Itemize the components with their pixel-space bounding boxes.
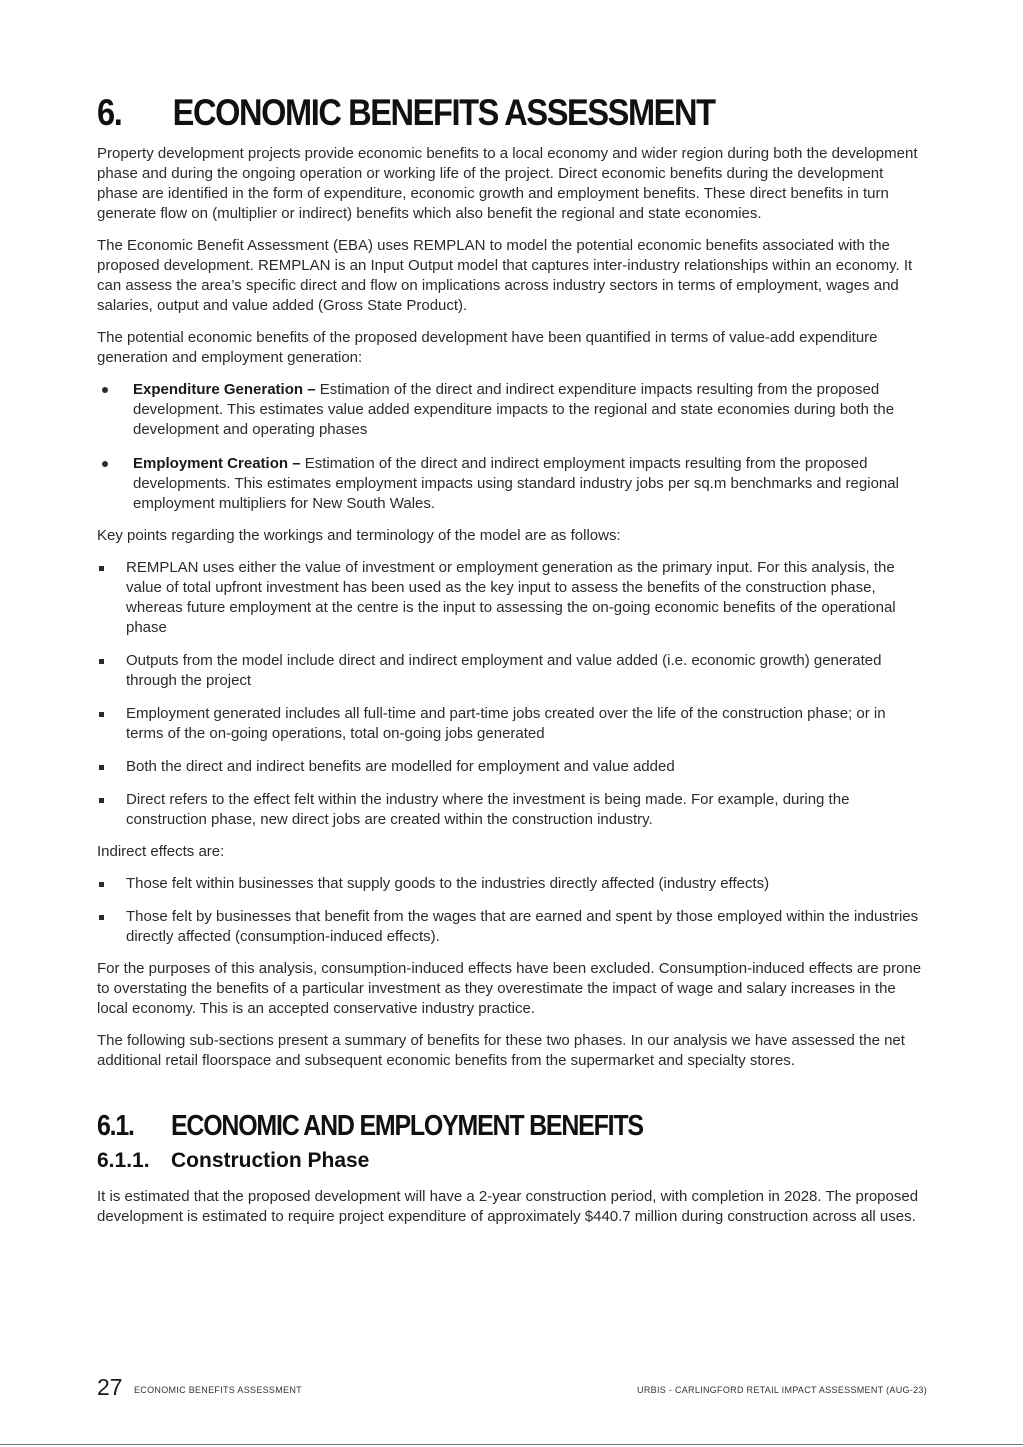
bullet-square-icon (99, 915, 104, 920)
intro-paragraph: Property development projects provide economic benefits to a local economy and wider region during both the development phase and during the ongoing operation or working life of the project. Direct economic benefits during the development phase are identified in the form of expenditure, economic growth and employment benefits. These direct benefits in turn generate flow on (multiplier or indirect) benefits which also benefit the regional and state economies. (97, 145, 918, 222)
subsection-number: 6.1. (97, 1110, 134, 1142)
list-item (97, 558, 927, 638)
subsubsection-title: Construction Phase (171, 1149, 370, 1172)
page-number: 27 (97, 1374, 123, 1400)
key-points-list (97, 558, 927, 830)
construction-paragraph: It is estimated that the proposed development will have a 2-year construction period, with completion in 2028. The proposed development is estimated to require project expenditure of approximately $440.7 million during construction across all uses. (97, 1188, 919, 1225)
bullet-text: Estimation of the direct and indirect expenditure impacts resulting from the proposed development. This estimates value added expenditure impacts to the regional and state economies during both the development and operating phases (133, 381, 895, 438)
bullet-text: Estimation of the direct and indirect employment impacts resulting from the proposed developments. This estimates employment impacts using standard industry jobs per sq.m benchmarks and regional employment multipliers for New South Wales. (133, 455, 899, 512)
bullet-square-icon (99, 882, 104, 887)
bullet-text: Direct refers to the effect felt within the industry where the investment is being made. For example, during the construction phase, new direct jobs are created within the construction industry. (126, 791, 850, 828)
list-item (97, 874, 927, 894)
list-item (97, 790, 927, 830)
bullet-square-icon (99, 659, 104, 664)
section-number: 6. (97, 92, 122, 133)
closing-paragraph: The following sub-sections present a summary of benefits for these two phases. In our analysis we have assessed the net additional retail floorspace and subsequent economic benefits from the supermarket and specialty stores. (97, 1032, 905, 1069)
section-heading (97, 90, 827, 136)
bullet-lead: Expenditure Generation – (133, 381, 316, 398)
intro-paragraph: The potential economic benefits of the proposed development have been quantified in terms of value-add expenditure generation and employment generation: (97, 329, 878, 366)
list-item (97, 704, 927, 744)
bullet-dot-icon (102, 387, 108, 393)
subsubsection-heading (97, 1147, 927, 1175)
indirect-intro: Indirect effects are: (97, 843, 225, 860)
bullet-square-icon (99, 712, 104, 717)
list-item (97, 651, 927, 691)
benefit-list (97, 380, 927, 514)
list-item (97, 757, 927, 777)
subsubsection-number: 6.1.1. (97, 1149, 150, 1172)
section-title: ECONOMIC BENEFITS ASSESSMENT (172, 92, 715, 133)
intro-paragraph: The Economic Benefit Assessment (EBA) uses REMPLAN to model the potential economic benefits associated with the proposed development. REMPLAN is an Input Output model that captures inter-industry relationships within an economy. It can assess the area’s specific direct and flow on implications across industry sectors in terms of employment, wages and salaries, output and value added (Gross State Product). (97, 237, 913, 314)
bullet-text: Employment generated includes all full-time and part-time jobs created over the life of the construction phase; or in terms of the on-going operations, total on-going jobs generated (126, 705, 886, 742)
footer-document-label: URBIS - CARLINGFORD RETAIL IMPACT ASSESSMENT (AUG-23) (637, 1385, 927, 1395)
closing-paragraph: For the purposes of this analysis, consumption-induced effects have been excluded. Consumption-induced effects are prone to overstating the benefits of a particular investment as they overestimate the impact of wage and salary increases in the local economy. This is an accepted conservative industry practice. (97, 960, 922, 1017)
bullet-dot-icon (102, 461, 108, 467)
bullet-square-icon (99, 798, 104, 803)
list-item (97, 907, 927, 947)
bullet-text: REMPLAN uses either the value of investment or employment generation as the primary input. For this analysis, the value of total upfront investment has been used as the key input to assess the benefits of the construction phase, whereas future employment at the centre is the input to assessing the on-going economic benefits of the operational phase (126, 559, 896, 636)
subsection-heading (97, 1109, 811, 1143)
page-footer (97, 1374, 927, 1400)
indirect-effects-list (97, 874, 927, 947)
bullet-text: Outputs from the model include direct and indirect employment and value added (i.e. economic growth) generated through the project (126, 652, 882, 689)
list-item (97, 380, 927, 440)
bullet-square-icon (99, 765, 104, 770)
page-content (97, 90, 927, 1239)
footer-section-label: ECONOMIC BENEFITS ASSESSMENT (134, 1385, 302, 1395)
bottom-divider (0, 1444, 1023, 1445)
key-points-intro: Key points regarding the workings and terminology of the model are as follows: (97, 527, 621, 544)
bullet-lead: Employment Creation – (133, 455, 301, 472)
bullet-square-icon (99, 566, 104, 571)
bullet-text: Those felt by businesses that benefit from the wages that are earned and spent by those employed within the industries directly affected (consumption-induced effects). (126, 908, 919, 945)
list-item (97, 454, 927, 514)
bullet-text: Those felt within businesses that supply goods to the industries directly affected (industry effects) (126, 875, 770, 892)
subsection-title: ECONOMIC AND EMPLOYMENT BENEFITS (170, 1110, 643, 1142)
bullet-text: Both the direct and indirect benefits are modelled for employment and value added (126, 758, 675, 775)
